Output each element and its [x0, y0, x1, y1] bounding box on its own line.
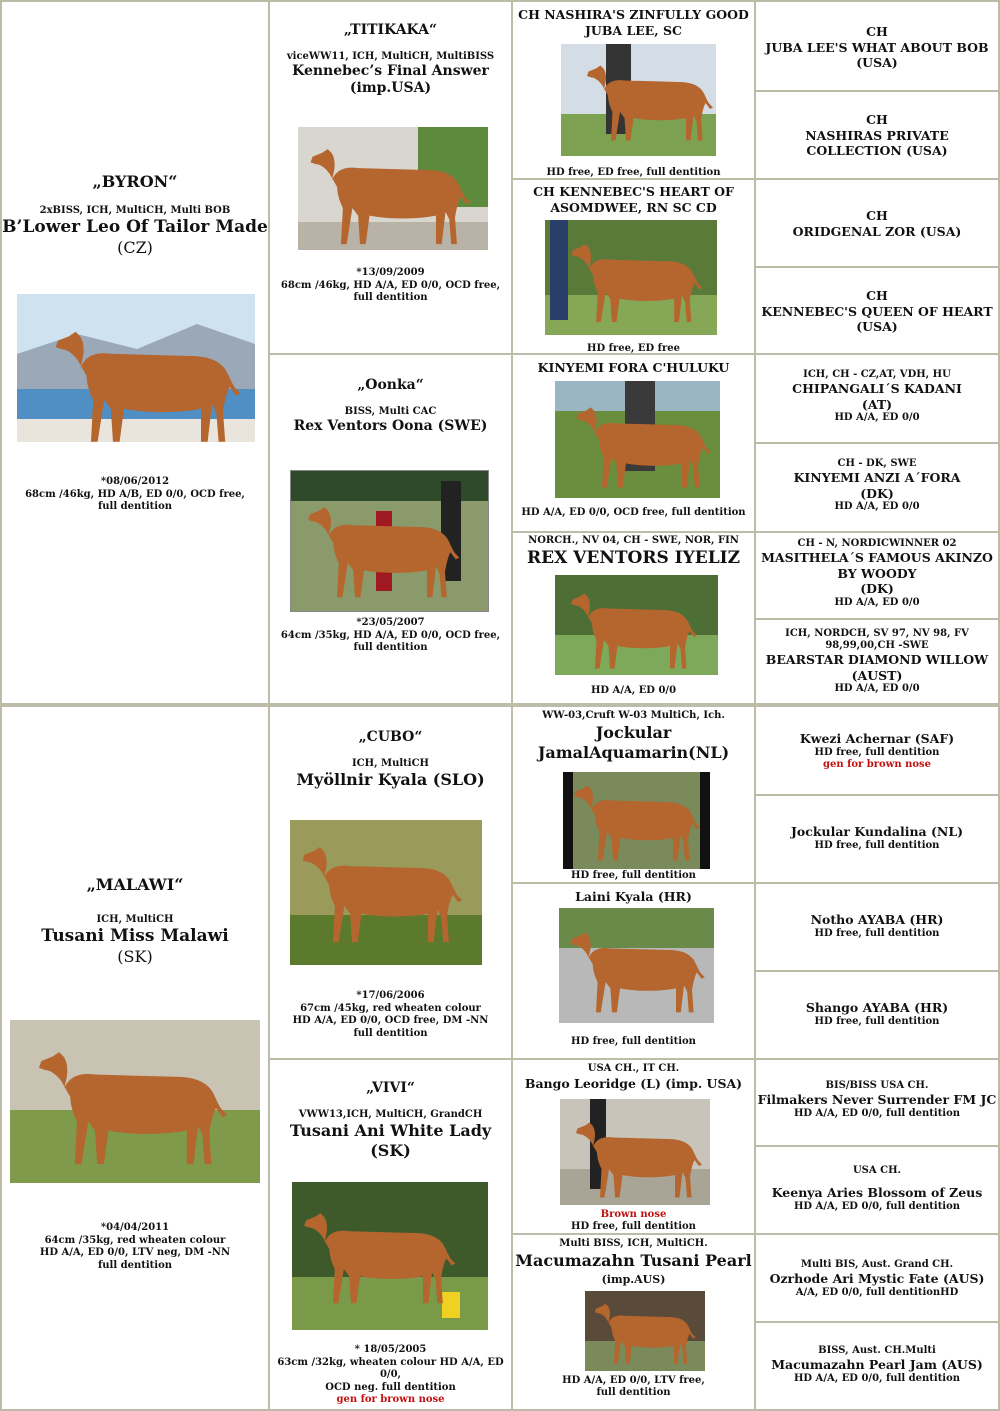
g4-5-health: HD A/A, ED 0/0: [834, 412, 920, 424]
g4-cell-2: [754, 90, 1000, 180]
g4-7-line-2: BY WOODY: [837, 565, 917, 581]
g4b-3-health: HD free, full dentition: [814, 927, 940, 939]
dam-sire-nickname: „CUBO“: [358, 729, 423, 745]
g3-3-health: HD A/A, ED 0/0, OCD free, full dentition: [521, 507, 746, 518]
g3b-cell-1: [511, 705, 756, 884]
g4b-cell-4: [754, 970, 1000, 1060]
dam-sire-cell: [268, 705, 513, 1060]
sire-info-2: 68cm /46kg, HD A/B, ED 0/0, OCD free,: [25, 488, 245, 500]
dam-info-4: full dentition: [97, 1259, 173, 1271]
dam-sire-info-3: HD A/A, ED 0/0, OCD free, DM -NN: [292, 1015, 489, 1026]
g4-8-health: HD A/A, ED 0/0: [834, 683, 920, 695]
g4b-6-health: HD A/A, ED 0/0, full dentition: [793, 1200, 961, 1212]
g4b-cell-1: [754, 705, 1000, 796]
dam-info-2: 64cm /35kg, red wheaten colour: [44, 1234, 226, 1246]
dam-dam-nickname: „VIVI“: [366, 1080, 415, 1096]
sire-dam-nickname: „Oonka“: [357, 377, 424, 393]
sire-dam-cell: [268, 353, 513, 705]
sire-dam-info-1: *23/05/2007: [356, 617, 425, 628]
g3-1-health: HD free, ED free, full dentition: [546, 167, 721, 178]
g4-cell-7: [754, 531, 1000, 620]
g3-4-health: HD A/A, ED 0/0: [590, 685, 677, 696]
g3-cell-3: [511, 353, 756, 533]
g3b-cell-3: [511, 1058, 756, 1235]
g4-8-titles: ICH, NORDCH, SV 97, NV 98, FV 98,99,00,CH -SWE: [785, 628, 969, 651]
g3b-1-name-1: Jockular: [595, 723, 672, 742]
g4-4-line-1: CH: [866, 288, 888, 303]
g4b-cell-8: [754, 1321, 1000, 1411]
g4b-4-name: Shango AYABA (HR): [805, 1000, 949, 1015]
g4-6-titles: CH - DK, SWE: [837, 458, 917, 469]
g4-6-line-1: KINYEMI ANZI A´FORA: [793, 470, 961, 485]
g4b-7-health: A/A, ED 0/0, full dentitionHD: [795, 1286, 959, 1298]
g4b-8-name: Macumazahn Pearl Jam (AUS): [771, 1357, 983, 1372]
g3b-4-name: Macumazahn Tusani Pearl: [515, 1251, 752, 1270]
g3b-4-titles: Multi BISS, ICH, MultiCH.: [559, 1238, 708, 1249]
g4-2-line-3: COLLECTION (USA): [806, 143, 948, 159]
g4-7-health: HD A/A, ED 0/0: [834, 596, 920, 608]
g4b-8-titles: BISS, Aust. CH.Multi: [818, 1345, 936, 1356]
g3b-4-photo: [585, 1291, 705, 1371]
dam-dam-cell: [268, 1058, 513, 1411]
g4-4-line-3: (USA): [856, 319, 898, 335]
g4-cell-8: [754, 618, 1000, 705]
g4b-2-name: Jockular Kundalina (NL): [790, 824, 964, 839]
g4-1-line-1: CH: [866, 24, 888, 39]
g4b-3-name: Notho AYABA (HR): [810, 912, 944, 927]
g4b-6-name: Keenya Aries Blossom of Zeus: [771, 1185, 983, 1200]
g4-cell-4: [754, 266, 1000, 355]
g3-2-photo: [545, 220, 717, 335]
sire-sire-info-2: 68cm /46kg, HD A/A, ED 0/0, OCD free,: [280, 279, 501, 291]
g4b-6-titles: USA CH.: [852, 1165, 902, 1176]
g4b-cell-2: [754, 794, 1000, 884]
sire-sire-nickname: „TITIKAKA“: [343, 22, 438, 38]
g3b-2-photo: [559, 908, 714, 1023]
g3-cell-4: [511, 531, 756, 705]
dam-info-3: HD A/A, ED 0/0, LTV neg, DM -NN: [39, 1247, 231, 1258]
sire-sire-photo: [298, 127, 488, 250]
g3b-1-name-2: JamalAquamarin(NL): [537, 743, 730, 762]
g3b-2-name: Laini Kyala (HR): [575, 889, 692, 904]
g4b-cell-7: [754, 1233, 1000, 1323]
dam-sire-info-4: full dentition: [353, 1027, 428, 1039]
g4-1-line-2: JUBA LEE'S WHAT ABOUT BOB: [765, 39, 989, 55]
g4b-5-titles: BIS/BISS USA CH.: [825, 1080, 929, 1091]
dam-info-1: *04/04/2011: [100, 1222, 170, 1233]
g3b-4-health: HD A/A, ED 0/0, LTV free,: [562, 1375, 705, 1386]
dam-country: (SK): [117, 946, 153, 966]
dam-titles: ICH, MultiCH: [96, 914, 174, 926]
g3-4-titles: NORCH., NV 04, CH - SWE, NOR, FIN: [528, 535, 739, 546]
g3-2-health: HD free, ED free: [587, 343, 680, 354]
g4b-1-name: Kwezi Achernar (SAF): [799, 731, 955, 746]
sire-country: (CZ): [117, 237, 153, 257]
dam-sire-name: Myöllnir Kyala (SLO): [296, 769, 485, 789]
sire-photo: [17, 294, 255, 442]
sire-dam-name: Rex Ventors Oona (SWE): [293, 417, 488, 434]
g4-8-line-2: (AUST): [851, 667, 903, 683]
g4b-cell-6: [754, 1145, 1000, 1235]
sire-info-3: full dentition: [97, 501, 173, 512]
sire-dam-info-3: full dentition: [353, 642, 428, 653]
g3-1-name-2: JUBA LEE, SC: [585, 22, 682, 38]
g4b-1-health: HD free, full dentition: [814, 746, 940, 758]
g3-4-name: REX VENTORS IYELIZ: [526, 548, 741, 568]
g3b-1-health: HD free, full dentition: [571, 870, 696, 881]
dam-dam-titles: VWW13,ICH, MultiCH, GrandCH: [298, 1108, 483, 1120]
g4b-2-health: HD free, full dentition: [814, 839, 940, 851]
g4-6-health: HD A/A, ED 0/0: [834, 501, 920, 513]
dam-sire-photo: [290, 820, 482, 965]
dam-nickname: „MALAWI“: [86, 875, 184, 894]
dam-dam-info-2: 63cm /32kg, wheaten colour HD A/A, ED 0/0,: [277, 1356, 504, 1380]
g4-2-line-1: CH: [866, 112, 888, 127]
g3-cell-2: [511, 178, 756, 355]
sire-sire-cell: [268, 0, 513, 355]
g4b-5-health: HD A/A, ED 0/0, full dentition: [793, 1107, 961, 1119]
g3-3-name: KINYEMI FORA C'HULUKU: [537, 360, 730, 375]
g4-5-titles: ICH, CH - CZ,AT, VDH, HU: [803, 369, 951, 380]
sire-nickname: „BYRON“: [92, 172, 178, 191]
g3-2-name-1: CH KENNEBEC'S HEART OF: [533, 184, 734, 199]
g4-3-line-1: CH: [866, 208, 888, 223]
g3b-4-health-2: full dentition: [596, 1387, 671, 1398]
dam-photo: [10, 1020, 260, 1183]
g4-6-line-2: (DK): [860, 485, 894, 501]
g3-1-name-1: CH NASHIRA'S ZINFULLY GOOD: [518, 7, 749, 22]
g3b-3-photo: [560, 1099, 710, 1205]
g4-7-titles: CH - N, NORDICWINNER 02: [797, 538, 957, 549]
dam-dam-note: gen for brown nose: [336, 1394, 445, 1405]
g4-1-line-3: (USA): [856, 55, 898, 71]
g4-4-line-2: KENNEBEC'S QUEEN OF HEART: [761, 303, 993, 319]
g4-2-line-2: NASHIRAS PRIVATE: [805, 127, 949, 143]
g4b-5-name: Filmakers Never Surrender FM JC: [757, 1092, 997, 1107]
g3b-cell-2: [511, 882, 756, 1060]
g4b-4-health: HD free, full dentition: [814, 1015, 940, 1027]
sire-sire-titles: viceWW11, ICH, MultiCH, MultiBISS: [286, 50, 495, 62]
sire-sire-info-1: *13/09/2009: [356, 267, 425, 278]
g4-cell-5: [754, 353, 1000, 444]
g4b-1-note: gen for brown nose: [822, 758, 932, 770]
sire-titles: 2xBISS, ICH, MultiCH, Multi BOB: [39, 205, 231, 217]
g3-1-photo: [561, 44, 716, 156]
sire-sire-name: Kennebec’s Final Answer (imp.USA): [292, 62, 489, 96]
g3b-1-photo: [563, 772, 710, 869]
g3b-4-sub: (imp.AUS): [601, 1273, 666, 1286]
g3b-cell-4: [511, 1233, 756, 1411]
g3b-3-health: HD free, full dentition: [571, 1221, 696, 1232]
dam-dam-info-3: OCD neg. full dentition: [325, 1381, 456, 1393]
g4b-7-titles: Multi BIS, Aust. Grand CH.: [800, 1259, 954, 1270]
dam-dam-name: Tusani Ani White Lady (SK): [289, 1120, 492, 1160]
g4-7-line-1: MASITHELA´S FAMOUS AKINZO: [761, 550, 993, 565]
g4-8-line-1: BEARSTAR DIAMOND WILLOW: [765, 652, 989, 667]
sire-cell: [0, 0, 270, 705]
dam-sire-info-1: *17/06/2006: [356, 990, 425, 1001]
g3-2-name-2: ASOMDWEE, RN SC CD: [550, 199, 717, 215]
g3-cell-1: [511, 0, 756, 180]
dam-name: Tusani Miss Malawi: [41, 926, 229, 947]
g4-3-line-2: ORIDGENAL ZOR (USA): [792, 223, 962, 239]
g4b-7-name: Ozrhode Ari Mystic Fate (AUS): [769, 1271, 985, 1286]
g4-5-line-2: (AT): [861, 396, 893, 412]
dam-cell: [0, 705, 270, 1411]
sire-sire-info-3: full dentition: [353, 292, 428, 303]
g4b-cell-5: [754, 1058, 1000, 1147]
dam-dam-photo: [292, 1182, 488, 1330]
g3b-1-titles: WW-03,Cruft W-03 MultiCh, Ich.: [542, 710, 725, 721]
g3b-2-health: HD free, full dentition: [571, 1036, 696, 1047]
g4b-8-health: HD A/A, ED 0/0, full dentition: [793, 1372, 961, 1384]
sire-dam-info-2: 64cm /35kg, HD A/A, ED 0/0, OCD free,: [280, 629, 501, 641]
sire-dam-photo: [290, 470, 489, 612]
g3b-3-name: Bango Leoridge (L) (imp. USA): [524, 1076, 743, 1091]
g4-cell-1: [754, 0, 1000, 92]
g4-5-line-1: CHIPANGALI´S KADANI: [792, 381, 962, 396]
dam-sire-titles: ICH, MultiCH: [351, 757, 429, 769]
g3-4-photo: [555, 575, 718, 675]
g3-3-photo: [555, 381, 720, 498]
dam-dam-info-1: * 18/05/2005: [354, 1344, 427, 1355]
sire-info-1: *08/06/2012: [100, 476, 170, 487]
g4-7-line-3: (DK): [860, 581, 894, 597]
g3b-3-note: Brown nose: [600, 1209, 667, 1220]
sire-name: B’Lower Leo Of Tailor Made: [2, 217, 268, 238]
sire-dam-titles: BISS, Multi CAC: [344, 405, 437, 417]
g3b-3-titles: USA CH., IT CH.: [587, 1063, 680, 1074]
g4-cell-3: [754, 178, 1000, 268]
g4b-cell-3: [754, 882, 1000, 972]
g4-cell-6: [754, 442, 1000, 533]
dam-sire-info-2: 67cm /45kg, red wheaten colour: [300, 1002, 481, 1014]
